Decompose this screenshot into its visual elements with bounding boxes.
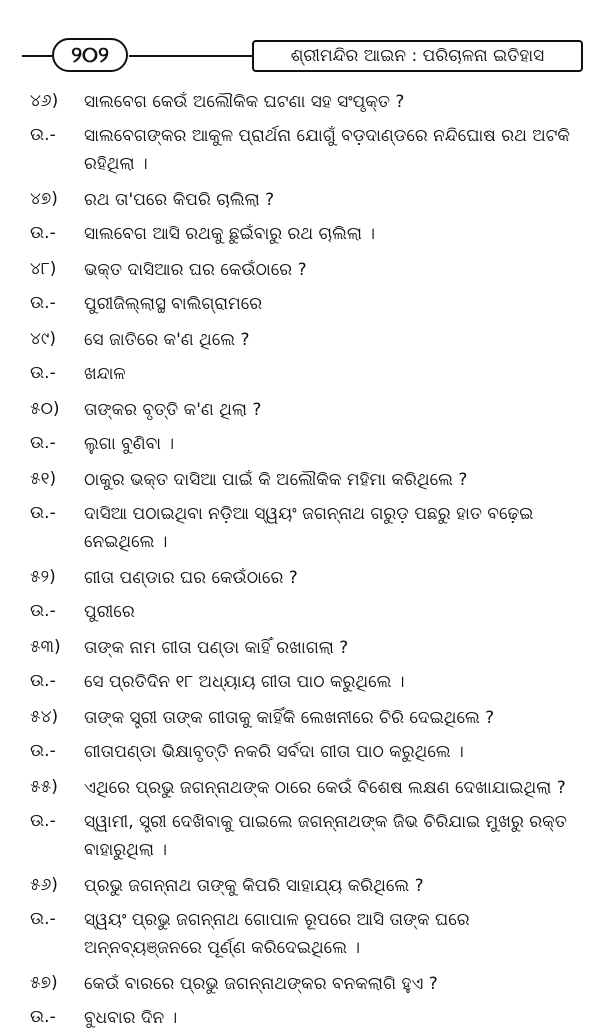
question-text: ଠାକୁର ଭକ୍ତ ଦାସିଆ ପାଇଁ କି ଅଲୌକିକ ମହିମା କରିଥିଲେ ? xyxy=(84,470,468,490)
answer-text: ସାଲବେଗ ଆସି ରଥକୁ ଛୁଇଁବାରୁ ରଥ ଚାଲିଲା । xyxy=(84,224,376,244)
question-row xyxy=(0,704,600,732)
answer-text: ସେ ପ୍ରତିଦିନ ୧୮ ଅଧ୍ୟାୟ ଗୀତା ପାଠ କରୁଥିଲେ । xyxy=(84,672,405,692)
answer-row xyxy=(0,430,600,458)
answer-text: ସାଲବେଗଙ୍କର ଆକୁଳ ପ୍ରାର୍ଥନା ଯୋଗୁଁ ବଡ଼ଦାଣ୍ଡରେ ନନ୍ଦିଘୋଷ ରଥ ଅଟକି ରହିଥିଲା । xyxy=(84,126,570,174)
answer-row xyxy=(0,598,600,626)
running-title: ଶ୍ରୀମନ୍ଦିର ଆଇନ : ପରିଚାଳନା ଇତିହାସ xyxy=(252,40,583,72)
answer-text: ପୁରୀଜିଲ୍ଲାସ୍ଥ ବାଲିଗ୍ରାମରେ xyxy=(84,294,263,314)
answer-text: ଗୀତାପଣ୍ଡା ଭିକ୍ଷାବୃତ୍ତି ନକରି ସର୍ବଦା ଗୀତା ପାଠ କରୁଥିଲେ । xyxy=(84,742,464,762)
question-row xyxy=(0,326,600,354)
question-row xyxy=(0,564,600,592)
question-text: ସେ ଜାତିରେ କ'ଣ ଥିଲେ ? xyxy=(84,330,250,350)
answer-row xyxy=(0,808,600,864)
answer-text: ଲୁଗା ବୁଣିବା । xyxy=(84,434,175,454)
answer-label: ଉ.- xyxy=(30,741,56,761)
question-row xyxy=(0,396,600,424)
question-text: ଏଥିରେ ପ୍ରଭୁ ଜଗନ୍ନାଥଙ୍କ ଠାରେ କେଉଁ ବିଶେଷ ଲକ୍ଷଣ ଦେଖାଯାଇଥିଲା ? xyxy=(84,778,566,798)
answer-label: ଉ.- xyxy=(30,363,56,383)
header-rule-middle xyxy=(129,55,252,57)
question-row xyxy=(0,872,600,900)
question-number: ୪୬) xyxy=(30,91,59,111)
answer-text: ସ୍ୱୟଂ ପ୍ରଭୁ ଜଗନ୍ନାଥ ଗୋପାଳ ରୂପରେ ଆସି ତାଙ୍କ ଘରେ ଅନ୍ନବ୍ୟଞ୍ଜନରେ ପୂର୍ଣ୍ଣ କରିଦେଇଥିଲେ । xyxy=(84,910,470,958)
question-text: ତାଙ୍କ ନାମ ଗୀତା ପଣ୍ଡା କାହିଁ ରଖାଗଲା ? xyxy=(84,638,349,658)
answer-row xyxy=(0,122,600,178)
answer-row xyxy=(0,906,600,962)
answer-label: ଉ.- xyxy=(30,293,56,313)
question-row xyxy=(0,634,600,662)
page-number: ୨୦୨ xyxy=(52,38,128,72)
answer-row xyxy=(0,500,600,556)
answer-row xyxy=(0,220,600,248)
answer-text: ଖନ୍ଦାଳ xyxy=(84,364,126,384)
question-row xyxy=(0,186,600,214)
answer-text: ପୁରୀରେ xyxy=(84,602,135,622)
question-row xyxy=(0,88,600,116)
question-text: ଭକ୍ତ ଦାସିଆର ଘର କେଉଁଠାରେ ? xyxy=(84,260,307,280)
answer-label: ଉ.- xyxy=(30,223,56,243)
answer-label: ଉ.- xyxy=(30,909,56,929)
question-text: ରଥ ତା'ପରେ କିପରି ଚାଲିଲା ? xyxy=(84,190,275,210)
question-text: ଗୀତା ପଣ୍ଡାର ଘର କେଉଁଠାରେ ? xyxy=(84,568,298,588)
qa-list xyxy=(0,80,600,1032)
question-number: ୫୪) xyxy=(30,707,59,727)
answer-row xyxy=(0,1004,600,1032)
answer-label: ଉ.- xyxy=(30,671,56,691)
answer-label: ଉ.- xyxy=(30,503,56,523)
answer-row xyxy=(0,360,600,388)
question-number: ୪୯) xyxy=(30,329,56,349)
question-number: ୫୬) xyxy=(30,875,58,895)
answer-label: ଉ.- xyxy=(30,1007,56,1027)
question-row xyxy=(0,256,600,284)
question-text: ତାଙ୍କ ସ୍ତ୍ରୀ ତାଙ୍କ ଗୀତାକୁ କାହିଁକି ଲେଖନୀରେ ଚିରି ଦେଇଥିଲେ ? xyxy=(84,708,495,728)
question-text: କେଉଁ ବାରରେ ପ୍ରଭୁ ଜଗନ୍ନାଥଙ୍କର ବନକଲାଗି ହୁଏ ? xyxy=(84,974,438,994)
answer-label: ଉ.- xyxy=(30,811,56,831)
question-text: ପ୍ରଭୁ ଜଗନ୍ନାଥ ତାଙ୍କୁ କିପରି ସାହାଯ୍ୟ କରିଥିଲେ ? xyxy=(84,876,424,896)
answer-row xyxy=(0,668,600,696)
answer-row xyxy=(0,290,600,318)
question-text: ସାଲବେଗ କେଉଁ ଅଲୌକିକ ଘଟଣା ସହ ସଂପୃକ୍ତ ? xyxy=(84,92,405,112)
question-number: ୫୨) xyxy=(30,567,56,587)
answer-label: ଉ.- xyxy=(30,125,56,145)
question-number: ୫୭) xyxy=(30,973,58,993)
question-row xyxy=(0,970,600,998)
question-text: ତାଙ୍କର ବୃତ୍ତି କ'ଣ ଥିଲା ? xyxy=(84,400,262,420)
question-row xyxy=(0,774,600,802)
question-number: ୫୧) xyxy=(30,469,57,489)
question-number: ୫୫) xyxy=(30,777,58,797)
question-row xyxy=(0,466,600,494)
answer-label: ଉ.- xyxy=(30,433,56,453)
answer-text: ଦାସିଆ ପଠାଇଥିବା ନଡ଼ିଆ ସ୍ୱୟଂ ଜଗନ୍ନାଥ ଗରୁଡ଼ ପଛରୁ ହାତ ବଢ଼େଇ ନେଇଥିଲେ । xyxy=(84,504,534,552)
question-number: ୪୭) xyxy=(30,189,58,209)
page-header xyxy=(0,0,600,80)
header-rule-left xyxy=(22,55,52,57)
answer-text: ବୁଧବାର ଦିନ । xyxy=(84,1008,178,1028)
question-number: ୫୩) xyxy=(30,637,61,657)
question-number: ୫୦) xyxy=(30,399,60,419)
question-number: ୪୮) xyxy=(30,259,57,279)
answer-label: ଉ.- xyxy=(30,601,56,621)
answer-text: ସ୍ୱାମୀ, ସ୍ତ୍ରୀ ଦେଖିବାକୁ ପାଇଲେ ଜଗନ୍ନାଥଙ୍କ ଜିଭ ଚିରିଯାଇ ମୁଖରୁ ରକ୍ତ ବାହାରୁଥିଲା । xyxy=(84,812,567,860)
answer-row xyxy=(0,738,600,766)
